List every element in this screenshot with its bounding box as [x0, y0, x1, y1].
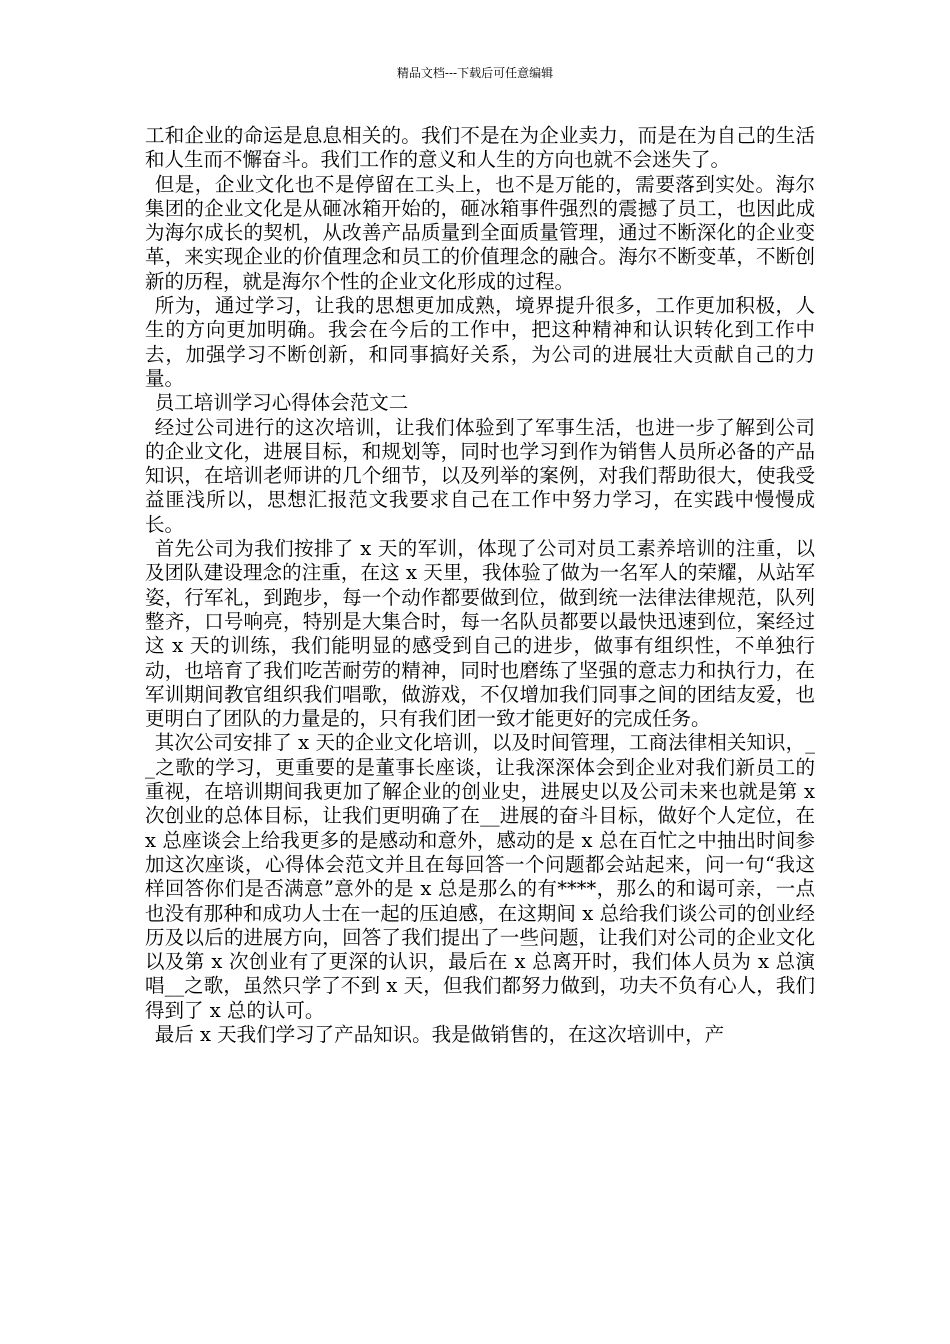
- document-body: [145, 124, 815, 1047]
- paragraph: 但是，企业文化也不是停留在工头上，也不是万能的，需要落到实处。海尔集团的企业文化是从砸冰箱开始的，砸冰箱事件强烈的震撼了员工，也因此成为海尔成长的契机，从改善产品质量到全面质量管理，通过不断深化的企业变革，来实现企业的价值理念和员工的价值理念的融合。海尔不断变革，不断创新的历程，就是海尔个性的企业文化形成的过程。: [145, 172, 815, 293]
- paragraph: 所为，通过学习，让我的思想更加成熟，境界提升很多，工作更加积极，人生的方向更加明确。我会在今后的工作中，把这种精神和认识转化到工作中去，加强学习不断创新，和同事搞好关系，为公司的进展壮大贡献自己的力量。: [145, 294, 815, 390]
- paragraph: 工和企业的命运是息息相关的。我们不是在为企业卖力，而是在为自己的生活和人生而不懈奋斗。我们工作的意义和人生的方向也就不会迷失了。: [145, 124, 815, 172]
- paragraph: 最后 x 天我们学习了产品知识。我是做销售的，在这次培训中，产: [154, 1022, 725, 1046]
- paragraph: 首先公司为我们按排了 x 天的军训，体现了公司对员工素养培训的注重，以及团队建设理念的注重，在这 x 天里，我体验了做为一名军人的荣耀，从站军姿，行军礼，到跑步，每一个动作都要做到位，做到统一法律法律规范，队列整齐，口号响亮，特别是大集合时，每一名队员都要以最快迅速到位，案经过这 x 天的训练，我们能明显的感受到自己的进步，做事有组织性，不单独行动，也培育了我们吃苦耐劳的精神，同时也磨练了坚强的意志力和执行力，在军训期间教官组织我们唱歌，做游戏，不仅增加我们同事之间的团结友爱，也更明白了团队的力量是的，只有我们团一致才能更好的完成任务。: [145, 537, 815, 731]
- paragraph: 经过公司进行的这次培训，让我们体验到了军事生活，也进一步了解到公司的企业文化，进展目标，和规划等，同时也学习到作为销售人员所必备的产品知识，在培训老师讲的几个细节，以及列举的案例，对我们帮助很大，使我受益匪浅所以，思想汇报范文我要求自己在工作中努力学习，在实践中慢慢成长。: [145, 415, 815, 536]
- page-header: 精品文档---下载后可任意编辑: [396, 66, 554, 80]
- paragraph: 其次公司安排了 x 天的企业文化培训，以及时间管理，工商法律相关知识，__之歌的学习，更重要的是董事长座谈，让我深深体会到企业对我们新员工的重视，在培训期间我更加了解企业的创业史，进展史以及公司未来也就是第 x 次创业的总体目标，让我们更明确了在__进展的奋斗目标，做好个人定位，在 x 总座谈会上给我更多的是感动和意外，感动的是 x 总在百忙之中抽出时间参加这次座谈，心得体会范文并且在每回答一个问题都会站起来，问一句“我这样回答你们是否满意”意外的是 x 总是那么的有****，那么的和谒可亲，一点也没有那种和成功人士在一起的压迫感，在这期间 x 总给我们谈公司的创业经历及以后的进展方向，回答了我们提出了一些问题，让我们对公司的企业文化以及第 x 次创业有了更深的认识，最后在 x 总离开时，我们体人员为 x 总演唱__之歌，虽然只学了不到 x 天，但我们都努力做到，功夫不负有心人，我们得到了 x 总的认可。: [145, 731, 815, 1022]
- section-heading: 员工培训学习心得体会范文二: [154, 391, 409, 415]
